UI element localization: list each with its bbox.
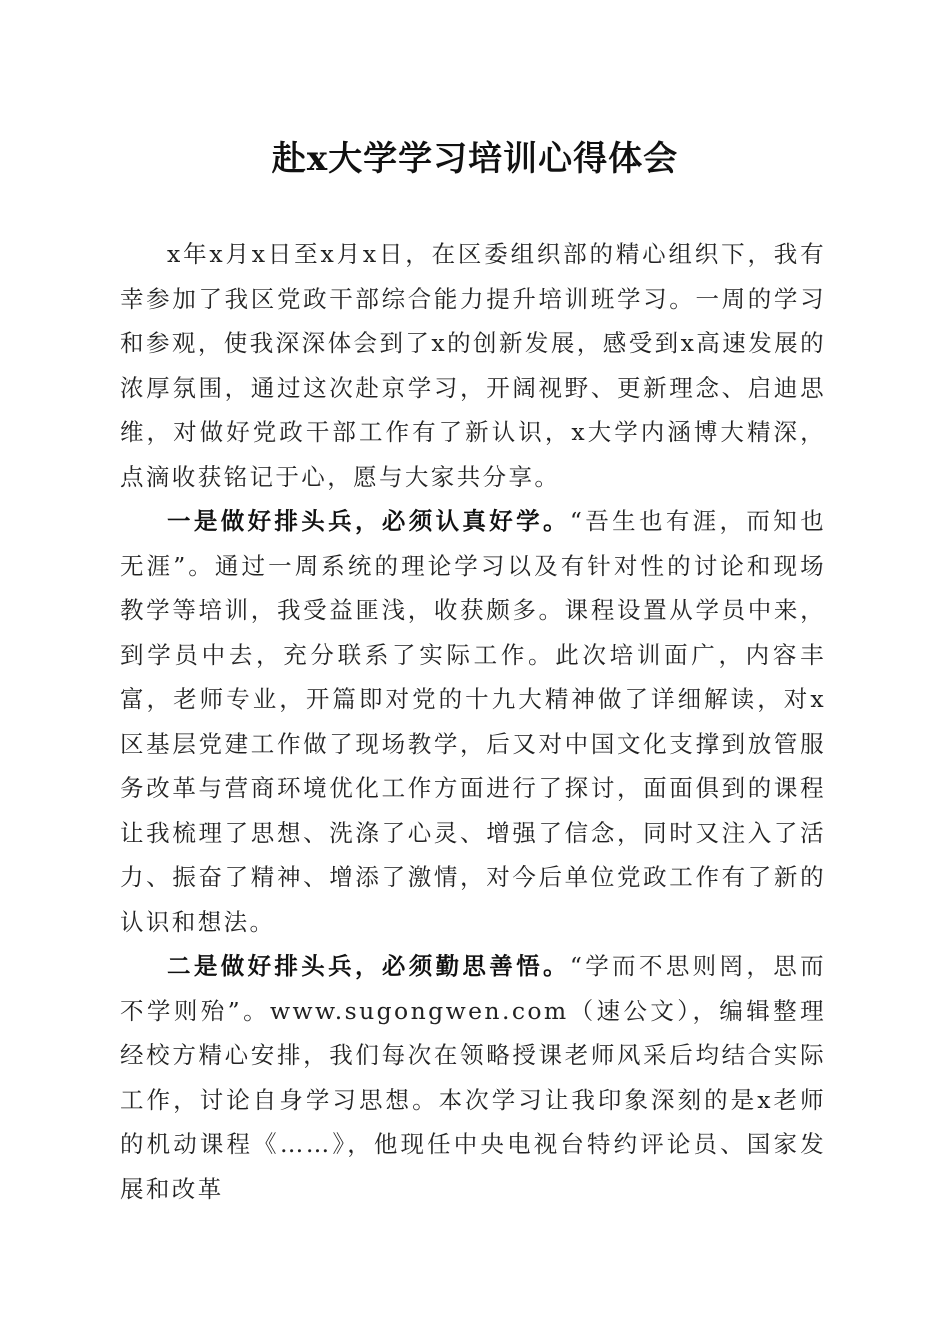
paragraph-text: x年x月x日至x月x日，在区委组织部的精心组织下，我有幸参加了我区党政干部综合能力提升培训班学习。一周的学习和参观，使我深深体会到了x的创新发展，感受到x高速发展的浓厚氛围，通过这次赴京学习，开阔视野、更新理念、启迪思维，对做好党政干部工作有了新认识，x大学内涵博大精深，点滴收获铭记于心，愿与大家共分享。 (120, 240, 826, 491)
paragraph-intro (120, 232, 826, 499)
paragraph-text: “学而不思则罔，思而不学则殆”。www.sugongwen.com（速公文），编辑整理经校方精心安排，我们每次在领略授课老师风采后均结合实际工作，讨论自身学习思想。本次学习让我印象深刻的是x老师的机动课程《……》，他现任中央电视台特约评论员、国家发展和改革 (120, 952, 827, 1203)
paragraph-lead: 二是做好排头兵，必须勤思善悟。 (167, 952, 570, 980)
document-body (120, 232, 826, 1211)
paragraph-lead: 一是做好排头兵，必须认真好学。 (167, 507, 570, 535)
paragraph-point-one (120, 499, 826, 944)
document-title: 赴x大学学习培训心得体会 (271, 139, 679, 179)
paragraph-text: “吾生也有涯，而知也无涯”。通过一周系统的理论学习以及有针对性的讨论和现场教学等培训，我受益匪浅，收获颇多。课程设置从学员中来，到学员中去，充分联系了实际工作。此次培训面广，内容丰富，老师专业，开篇即对党的十九大精神做了详细解读，对x区基层党建工作做了现场教学，后又对中国文化支撑到放管服务改革与营商环境优化工作方面进行了探讨，面面俱到的课程让我梳理了思想、洗涤了心灵、增强了信念，同时又注入了活力、振奋了精神、增添了激情，对今后单位党政工作有了新的认识和想法。 (120, 507, 827, 936)
paragraph-point-two (120, 944, 826, 1211)
